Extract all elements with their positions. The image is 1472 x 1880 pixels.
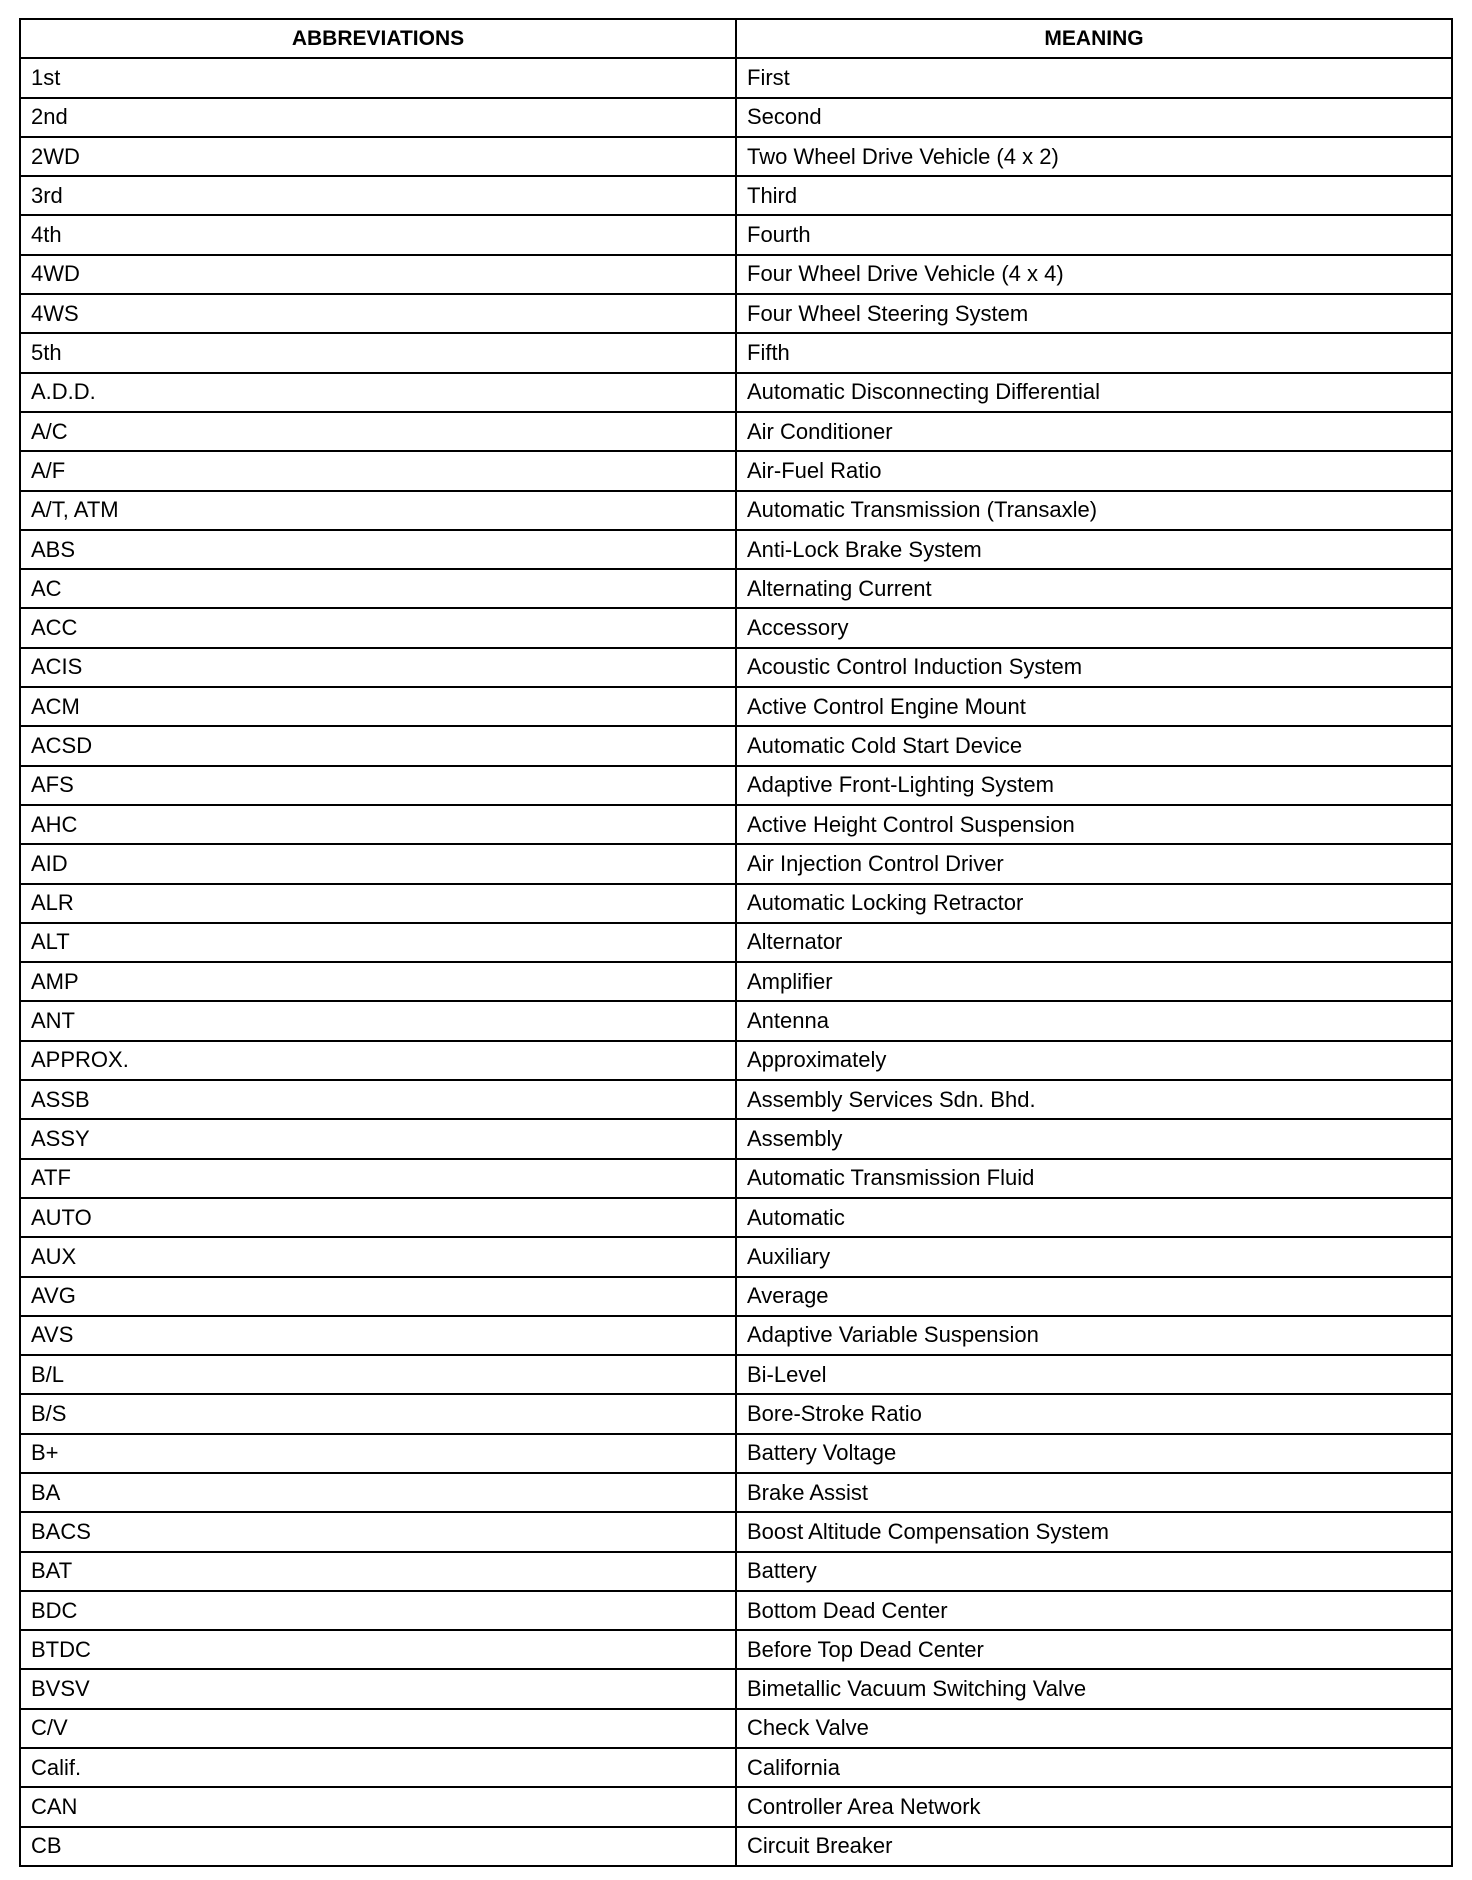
table-row (20, 1591, 1452, 1630)
table-row (20, 608, 1452, 647)
meaning-cell: Air-Fuel Ratio (736, 451, 1452, 490)
meaning-cell: Brake Assist (736, 1473, 1452, 1512)
table-row (20, 530, 1452, 569)
meaning-cell: Assembly Services Sdn. Bhd. (736, 1080, 1452, 1119)
table-header (20, 19, 1452, 58)
meaning-cell: Average (736, 1277, 1452, 1316)
meaning-cell: Four Wheel Drive Vehicle (4 x 4) (736, 255, 1452, 294)
table-row (20, 137, 1452, 176)
meaning-cell: Four Wheel Steering System (736, 294, 1452, 333)
meaning-cell: Bore-Stroke Ratio (736, 1394, 1452, 1433)
table-row (20, 1159, 1452, 1198)
table-row (20, 1552, 1452, 1591)
table-row (20, 451, 1452, 490)
table-row (20, 805, 1452, 844)
abbreviation-cell: AFS (20, 766, 736, 805)
abbreviation-cell: ACIS (20, 648, 736, 687)
abbreviation-cell: AVS (20, 1316, 736, 1355)
meaning-cell: Automatic Cold Start Device (736, 726, 1452, 765)
abbreviation-cell: 2WD (20, 137, 736, 176)
table-row (20, 373, 1452, 412)
table-row (20, 294, 1452, 333)
meaning-cell: Before Top Dead Center (736, 1630, 1452, 1669)
meaning-cell: Assembly (736, 1119, 1452, 1158)
abbreviation-cell: AC (20, 569, 736, 608)
abbreviation-cell: BDC (20, 1591, 736, 1630)
meaning-cell: Second (736, 98, 1452, 137)
abbreviation-cell: BVSV (20, 1669, 736, 1708)
meaning-cell: Anti-Lock Brake System (736, 530, 1452, 569)
meaning-cell: Circuit Breaker (736, 1827, 1452, 1866)
abbreviation-cell: ACC (20, 608, 736, 647)
table-row (20, 962, 1452, 1001)
meaning-cell: Check Valve (736, 1709, 1452, 1748)
table-row (20, 1277, 1452, 1316)
abbreviation-cell: ALR (20, 884, 736, 923)
table-row (20, 215, 1452, 254)
abbreviation-cell: 5th (20, 333, 736, 372)
meaning-cell: Alternating Current (736, 569, 1452, 608)
table-row (20, 1119, 1452, 1158)
meaning-cell: Accessory (736, 608, 1452, 647)
abbreviation-cell: BTDC (20, 1630, 736, 1669)
meaning-cell: Automatic Locking Retractor (736, 884, 1452, 923)
meaning-cell: Bottom Dead Center (736, 1591, 1452, 1630)
table-row (20, 1827, 1452, 1866)
table-row (20, 491, 1452, 530)
abbreviation-cell: 4WS (20, 294, 736, 333)
meaning-cell: Fifth (736, 333, 1452, 372)
meaning-cell: Automatic Transmission Fluid (736, 1159, 1452, 1198)
meaning-cell: Air Conditioner (736, 412, 1452, 451)
abbreviation-cell: BAT (20, 1552, 736, 1591)
table-row (20, 1001, 1452, 1040)
abbreviation-cell: AID (20, 844, 736, 883)
abbreviation-cell: BACS (20, 1512, 736, 1551)
table-row (20, 884, 1452, 923)
table-row (20, 255, 1452, 294)
table-body (20, 58, 1452, 1866)
meaning-cell: Automatic (736, 1198, 1452, 1237)
table-row (20, 687, 1452, 726)
meaning-cell: Acoustic Control Induction System (736, 648, 1452, 687)
header-abbreviations: ABBREVIATIONS (20, 19, 736, 58)
meaning-cell: Antenna (736, 1001, 1452, 1040)
table-row (20, 98, 1452, 137)
abbreviations-table (19, 18, 1453, 1867)
table-row (20, 1473, 1452, 1512)
abbreviation-cell: AHC (20, 805, 736, 844)
meaning-cell: Active Height Control Suspension (736, 805, 1452, 844)
abbreviation-cell: AUTO (20, 1198, 736, 1237)
abbreviation-cell: AVG (20, 1277, 736, 1316)
table-row (20, 766, 1452, 805)
meaning-cell: Third (736, 176, 1452, 215)
table-row (20, 1669, 1452, 1708)
abbreviation-cell: APPROX. (20, 1041, 736, 1080)
abbreviation-cell: B/L (20, 1355, 736, 1394)
table-row (20, 176, 1452, 215)
table-row (20, 1041, 1452, 1080)
table-row (20, 1630, 1452, 1669)
abbreviation-cell: Calif. (20, 1748, 736, 1787)
abbreviation-cell: CB (20, 1827, 736, 1866)
table-row (20, 412, 1452, 451)
table-row (20, 726, 1452, 765)
abbreviation-cell: 3rd (20, 176, 736, 215)
abbreviation-cell: C/V (20, 1709, 736, 1748)
meaning-cell: Fourth (736, 215, 1452, 254)
meaning-cell: Automatic Transmission (Transaxle) (736, 491, 1452, 530)
abbreviation-cell: A/F (20, 451, 736, 490)
abbreviation-cell: BA (20, 1473, 736, 1512)
meaning-cell: Bi-Level (736, 1355, 1452, 1394)
abbreviation-cell: ASSY (20, 1119, 736, 1158)
abbreviation-cell: ABS (20, 530, 736, 569)
abbreviation-cell: ATF (20, 1159, 736, 1198)
meaning-cell: Approximately (736, 1041, 1452, 1080)
meaning-cell: Boost Altitude Compensation System (736, 1512, 1452, 1551)
table-row (20, 1434, 1452, 1473)
meaning-cell: Adaptive Front-Lighting System (736, 766, 1452, 805)
meaning-cell: Alternator (736, 923, 1452, 962)
abbreviation-cell: A.D.D. (20, 373, 736, 412)
table-row (20, 1316, 1452, 1355)
abbreviation-cell: A/T, ATM (20, 491, 736, 530)
meaning-cell: Air Injection Control Driver (736, 844, 1452, 883)
table-row (20, 333, 1452, 372)
abbreviation-cell: ACSD (20, 726, 736, 765)
table-row (20, 1512, 1452, 1551)
abbreviation-cell: CAN (20, 1787, 736, 1826)
meaning-cell: Active Control Engine Mount (736, 687, 1452, 726)
abbreviation-cell: B/S (20, 1394, 736, 1433)
table-row (20, 1787, 1452, 1826)
table-row (20, 1237, 1452, 1276)
abbreviation-cell: A/C (20, 412, 736, 451)
abbreviation-cell: 4WD (20, 255, 736, 294)
meaning-cell: Adaptive Variable Suspension (736, 1316, 1452, 1355)
header-row (20, 19, 1452, 58)
table-row (20, 569, 1452, 608)
abbreviation-cell: ANT (20, 1001, 736, 1040)
table-row (20, 1394, 1452, 1433)
meaning-cell: Battery (736, 1552, 1452, 1591)
table-row (20, 648, 1452, 687)
meaning-cell: Two Wheel Drive Vehicle (4 x 2) (736, 137, 1452, 176)
table-row (20, 58, 1452, 97)
meaning-cell: Auxiliary (736, 1237, 1452, 1276)
table-row (20, 1080, 1452, 1119)
meaning-cell: Automatic Disconnecting Differential (736, 373, 1452, 412)
abbreviation-cell: 4th (20, 215, 736, 254)
table-row (20, 1198, 1452, 1237)
abbreviation-cell: ASSB (20, 1080, 736, 1119)
meaning-cell: California (736, 1748, 1452, 1787)
meaning-cell: First (736, 58, 1452, 97)
table-row (20, 923, 1452, 962)
meaning-cell: Amplifier (736, 962, 1452, 1001)
meaning-cell: Bimetallic Vacuum Switching Valve (736, 1669, 1452, 1708)
abbreviation-cell: 1st (20, 58, 736, 97)
abbreviation-cell: ACM (20, 687, 736, 726)
abbreviation-cell: AUX (20, 1237, 736, 1276)
meaning-cell: Controller Area Network (736, 1787, 1452, 1826)
abbreviation-cell: 2nd (20, 98, 736, 137)
table-row (20, 1748, 1452, 1787)
meaning-cell: Battery Voltage (736, 1434, 1452, 1473)
header-meaning: MEANING (736, 19, 1452, 58)
abbreviation-cell: AMP (20, 962, 736, 1001)
abbreviation-cell: ALT (20, 923, 736, 962)
table-row (20, 844, 1452, 883)
table-row (20, 1355, 1452, 1394)
abbreviation-cell: B+ (20, 1434, 736, 1473)
table-row (20, 1709, 1452, 1748)
